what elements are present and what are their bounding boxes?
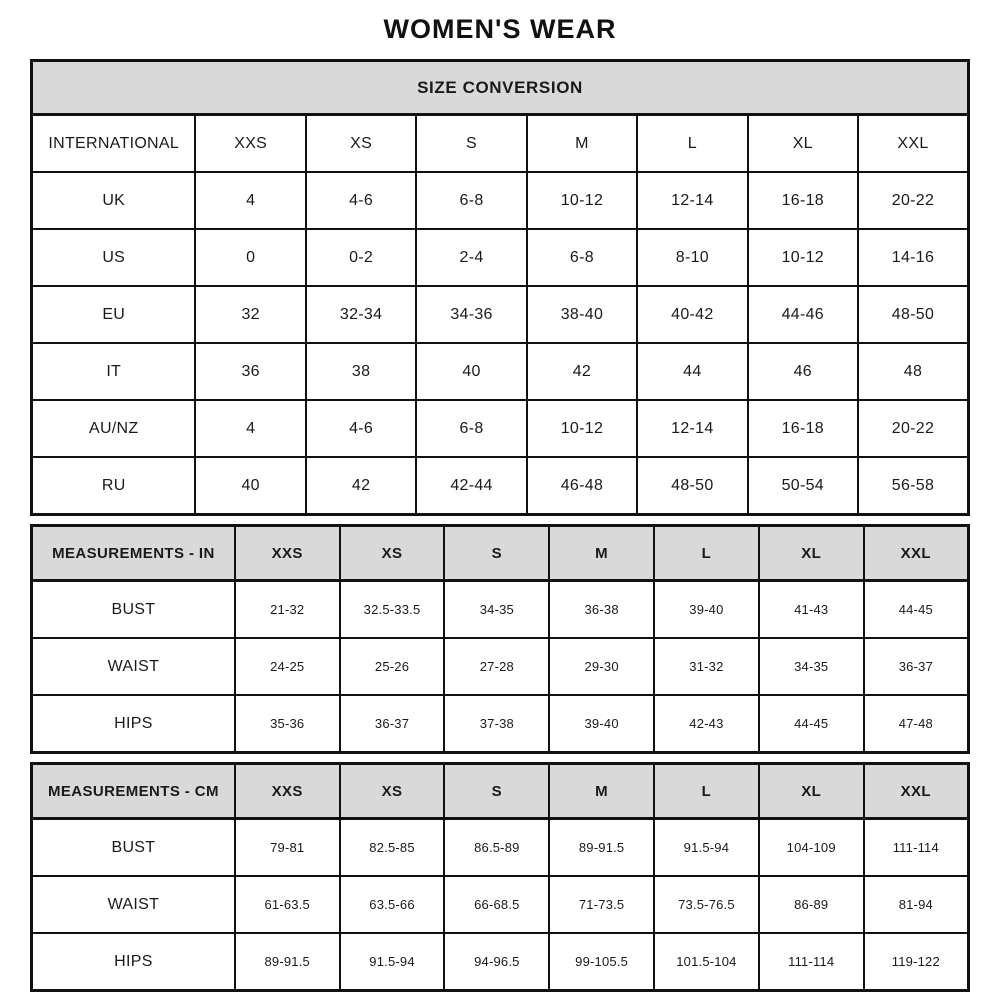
measurement-value: 63.5-66 [340,876,445,933]
measurement-label: WAIST [32,638,235,695]
measurements-in-body [32,581,969,753]
size-column-header: L [654,764,759,819]
region-label: AU/NZ [32,400,196,457]
measurement-value: 32.5-33.5 [340,581,445,639]
region-label: US [32,229,196,286]
measurement-value: 111-114 [759,933,864,991]
size-column-header: XS [340,526,445,581]
size-value: 48 [858,343,969,400]
size-value: 2-4 [416,229,526,286]
page-title: WOMEN'S WEAR [383,14,617,44]
measurement-value: 39-40 [654,581,759,639]
measurement-label: BUST [32,581,235,639]
measurement-value: 42-43 [654,695,759,753]
size-value: 42-44 [416,457,526,515]
size-column-header: M [549,764,654,819]
size-value: 8-10 [637,229,747,286]
size-value: 40 [195,457,305,515]
region-column-header: INTERNATIONAL [32,115,196,173]
size-column-header: XXL [864,526,969,581]
size-value: 32-34 [306,286,416,343]
measurement-value: 37-38 [444,695,549,753]
measurement-label: HIPS [32,695,235,753]
size-value: 44 [637,343,747,400]
size-column-header: XXL [858,115,969,173]
measurement-row [32,819,969,877]
size-column-header: XL [748,115,858,173]
region-label: IT [32,343,196,400]
measurement-value: 81-94 [864,876,969,933]
measurement-value: 24-25 [235,638,340,695]
region-label: UK [32,172,196,229]
size-conversion-table [30,59,970,516]
size-value: 42 [306,457,416,515]
measurement-value: 91.5-94 [340,933,445,991]
size-value: 10-12 [527,400,637,457]
measurements-in-head [32,526,969,581]
size-column-header: M [527,115,637,173]
size-value: 40 [416,343,526,400]
size-column-header: M [549,526,654,581]
measurement-value: 41-43 [759,581,864,639]
size-conversion-row [32,172,969,229]
measurement-value: 44-45 [864,581,969,639]
measurement-value: 27-28 [444,638,549,695]
measurement-row [32,933,969,991]
size-value: 6-8 [527,229,637,286]
size-conversion-columns-row [32,115,969,173]
size-conversion-row [32,400,969,457]
size-column-header: S [416,115,526,173]
size-column-header: XXS [235,764,340,819]
size-value: 10-12 [748,229,858,286]
size-value: 38 [306,343,416,400]
region-label: EU [32,286,196,343]
measurement-value: 111-114 [864,819,969,877]
measurement-value: 31-32 [654,638,759,695]
measurement-value: 79-81 [235,819,340,877]
measurement-value: 39-40 [549,695,654,753]
size-value: 20-22 [858,172,969,229]
measurements-cm-body [32,819,969,991]
size-value: 40-42 [637,286,747,343]
size-value: 6-8 [416,400,526,457]
measurement-value: 35-36 [235,695,340,753]
measurement-row [32,638,969,695]
measurement-value: 66-68.5 [444,876,549,933]
size-value: 4 [195,172,305,229]
size-value: 12-14 [637,172,747,229]
measurements-in-header-row [32,526,969,581]
size-value: 0 [195,229,305,286]
size-value: 12-14 [637,400,747,457]
size-value: 4-6 [306,172,416,229]
measurements-cm-head [32,764,969,819]
size-column-header: XXL [864,764,969,819]
size-column-header: S [444,526,549,581]
measurements-cm-header-row [32,764,969,819]
size-value: 4-6 [306,400,416,457]
size-value: 10-12 [527,172,637,229]
size-value: 38-40 [527,286,637,343]
size-column-header: L [654,526,759,581]
measurements-in-title: MEASUREMENTS - IN [32,526,235,581]
size-conversion-banner-row [32,61,969,115]
measurements-cm-table [30,762,970,992]
size-value: 46-48 [527,457,637,515]
measurement-value: 119-122 [864,933,969,991]
measurement-value: 21-32 [235,581,340,639]
size-value: 4 [195,400,305,457]
measurement-row [32,581,969,639]
measurement-value: 34-35 [444,581,549,639]
measurement-label: BUST [32,819,235,877]
size-value: 16-18 [748,400,858,457]
measurement-value: 71-73.5 [549,876,654,933]
size-value: 20-22 [858,400,969,457]
measurements-cm-title: MEASUREMENTS - CM [32,764,235,819]
measurement-value: 25-26 [340,638,445,695]
region-label: RU [32,457,196,515]
measurement-row [32,695,969,753]
measurement-value: 44-45 [759,695,864,753]
measurement-value: 61-63.5 [235,876,340,933]
measurement-value: 89-91.5 [235,933,340,991]
measurement-value: 99-105.5 [549,933,654,991]
size-conversion-row [32,343,969,400]
size-column-header: XS [306,115,416,173]
measurement-value: 73.5-76.5 [654,876,759,933]
size-value: 42 [527,343,637,400]
size-column-header: XXS [195,115,305,173]
size-column-header: L [637,115,747,173]
size-value: 32 [195,286,305,343]
measurement-value: 82.5-85 [340,819,445,877]
measurement-value: 36-37 [864,638,969,695]
measurement-value: 94-96.5 [444,933,549,991]
measurement-value: 86-89 [759,876,864,933]
measurement-value: 101.5-104 [654,933,759,991]
size-value: 34-36 [416,286,526,343]
measurement-label: HIPS [32,933,235,991]
measurements-in-table [30,524,970,754]
size-conversion-title: SIZE CONVERSION [32,61,969,115]
size-value: 16-18 [748,172,858,229]
size-value: 56-58 [858,457,969,515]
measurement-value: 89-91.5 [549,819,654,877]
size-value: 44-46 [748,286,858,343]
size-column-header: S [444,764,549,819]
size-conversion-row [32,457,969,515]
size-column-header: XS [340,764,445,819]
size-conversion-body [32,115,969,515]
size-value: 0-2 [306,229,416,286]
size-column-header: XXS [235,526,340,581]
measurement-value: 36-37 [340,695,445,753]
size-column-header: XL [759,764,864,819]
measurement-value: 36-38 [549,581,654,639]
measurement-value: 29-30 [549,638,654,695]
measurement-label: WAIST [32,876,235,933]
measurement-value: 86.5-89 [444,819,549,877]
measurement-value: 34-35 [759,638,864,695]
size-value: 48-50 [858,286,969,343]
size-conversion-row [32,229,969,286]
size-value: 14-16 [858,229,969,286]
size-value: 48-50 [637,457,747,515]
size-value: 46 [748,343,858,400]
size-value: 36 [195,343,305,400]
measurement-value: 47-48 [864,695,969,753]
size-value: 6-8 [416,172,526,229]
size-column-header: XL [759,526,864,581]
size-conversion-row [32,286,969,343]
measurement-row [32,876,969,933]
size-value: 50-54 [748,457,858,515]
measurement-value: 104-109 [759,819,864,877]
measurement-value: 91.5-94 [654,819,759,877]
